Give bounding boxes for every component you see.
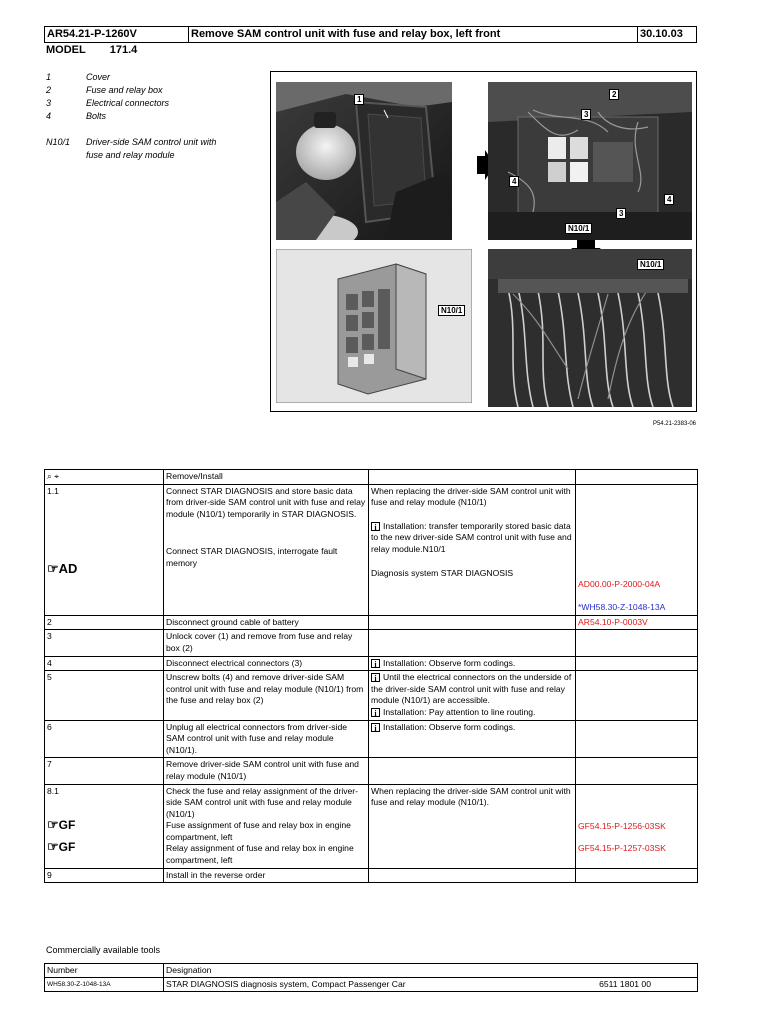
table-row: 5 Unscrew bolts (4) and remove driver-side SAM control unit with fuse and relay module (N10/1) from the fuse and relay box (2) i Until the electrical connectors on the underside of the driver-side SAM control unit with fuse and relay module (N10/1) are accessible. i Installation: Pay attention to line routing.: [45, 671, 698, 720]
tools-section-title: Commercially available tools: [46, 945, 161, 955]
table-row: 8.1 ☞GF ☞GF Check the fuse and relay assignment of the driver-side SAM control unit with fuse and relay module (N10/1) Fuse assignment of fuse and relay box in engine compartment, left Relay assignment of fuse and relay box in engine compartment, left When replacing the driver-side SAM control unit with fuse and relay module (N10/1). GF54.15-P-1256-03SK GF54.15-P-1257-03SK: [45, 784, 698, 868]
hand-pointer-gf-icon: ☞GF: [47, 838, 76, 854]
hand-pointer-gf-icon: ☞GF: [47, 817, 76, 833]
document-date: 30.10.03: [640, 28, 683, 40]
table-row: 3 Unlock cover (1) and remove from fuse and relay box (2): [45, 630, 698, 656]
info-icon: i: [371, 673, 380, 682]
link-gf-relay-ref[interactable]: GF54.15-P-1257-03SK: [578, 843, 666, 854]
legend-item: 3 Electrical connectors: [46, 98, 170, 108]
link-gf-fuse-ref[interactable]: GF54.15-P-1256-03SK: [578, 820, 666, 831]
document-id: AR54.21-P-1260V: [45, 27, 189, 42]
figure-reference: P54.21-2383-06: [652, 421, 696, 427]
model-line: [46, 44, 137, 56]
callout-n10-c: N10/1: [637, 259, 664, 270]
document-title: Remove SAM control unit with fuse and relay box, left front: [189, 27, 638, 42]
table-row: 2 Disconnect ground cable of battery AR54.10-P-0003V: [45, 615, 698, 630]
info-icon: i: [371, 708, 380, 717]
callout-3: 3: [581, 109, 591, 120]
steps-table: [44, 469, 698, 883]
callout-2: 2: [609, 89, 619, 100]
remove-install-icons: ⌕ ⌖: [45, 470, 164, 485]
table-row: 7 Remove driver-side SAM control unit with fuse and relay module (N10/1): [45, 758, 698, 784]
legend: [46, 71, 266, 162]
model-value: 171.4: [109, 44, 138, 56]
model-label: MODEL: [46, 44, 86, 56]
remove-install-heading: Remove/Install: [164, 470, 369, 485]
callout-n10-a: N10/1: [565, 223, 592, 234]
tools-table: [44, 963, 698, 992]
hand-pointer-ad-icon: ☞AD: [47, 561, 78, 577]
engine-bay-cover-photo: [276, 82, 452, 240]
table-row: 6 Unplug all electrical connectors from driver-side SAM control unit with fuse and relay module (N10/1). i Installation: Observe form codings.: [45, 720, 698, 758]
tools-header-row: Number Designation: [45, 964, 698, 978]
sam-module-render: [276, 249, 472, 403]
legend-item: 1 Cover: [46, 72, 111, 82]
link-wh-ref[interactable]: *WH58.30-Z-1048-13A: [578, 602, 666, 613]
legend-item: 4 Bolts: [46, 111, 107, 121]
callout-4b: 4: [664, 194, 674, 205]
open-fuse-box-photo: [488, 82, 692, 240]
link-ad-ref[interactable]: AD00.00-P-2000-04A: [578, 578, 661, 589]
callout-1: 1: [354, 94, 364, 105]
table-row: WH58.30-Z-1048-13A STAR DIAGNOSIS diagnosis system, Compact Passenger Car 6511 1801 00: [45, 978, 698, 992]
legend-item: N10/1 Driver-side SAM control unit with fuse and relay module: [46, 137, 217, 160]
info-icon: i: [371, 522, 380, 531]
table-row: 1.1 ☞AD Connect STAR DIAGNOSIS and store basic data from driver-side SAM control unit with fuse and relay module (N10/1) temporarily in STAR DIAGNOSIS. Connect STAR DIAGNOSIS, interrogate fault memory When replacing the driver-side SAM control unit with fuse and relay module (N10/1) i Installation: transfer temporarily stored basic data to the new driver-side SAM control unit with fuse and relay module.N10/1 Diagnosis system STAR DIAGNOSIS AD00.00-P-2000-04A *WH58.30-Z-1048-13A: [45, 484, 698, 615]
info-icon: i: [371, 723, 380, 732]
table-row: 4 Disconnect electrical connectors (3) i Installation: Observe form codings.: [45, 656, 698, 671]
callout-n10-b: N10/1: [438, 305, 465, 316]
figure-frame: [270, 71, 697, 412]
table-header-row: [45, 470, 698, 485]
info-icon: i: [371, 659, 380, 668]
legend-item: 2 Fuse and relay box: [46, 85, 163, 95]
link-ar-ref[interactable]: AR54.10-P-0003V: [576, 615, 698, 630]
document-header: [44, 26, 697, 43]
callout-3b: 3: [616, 208, 626, 219]
callout-4a: 4: [509, 176, 519, 187]
table-row: 9 Install in the reverse order: [45, 868, 698, 883]
connectors-photo: [488, 249, 692, 407]
